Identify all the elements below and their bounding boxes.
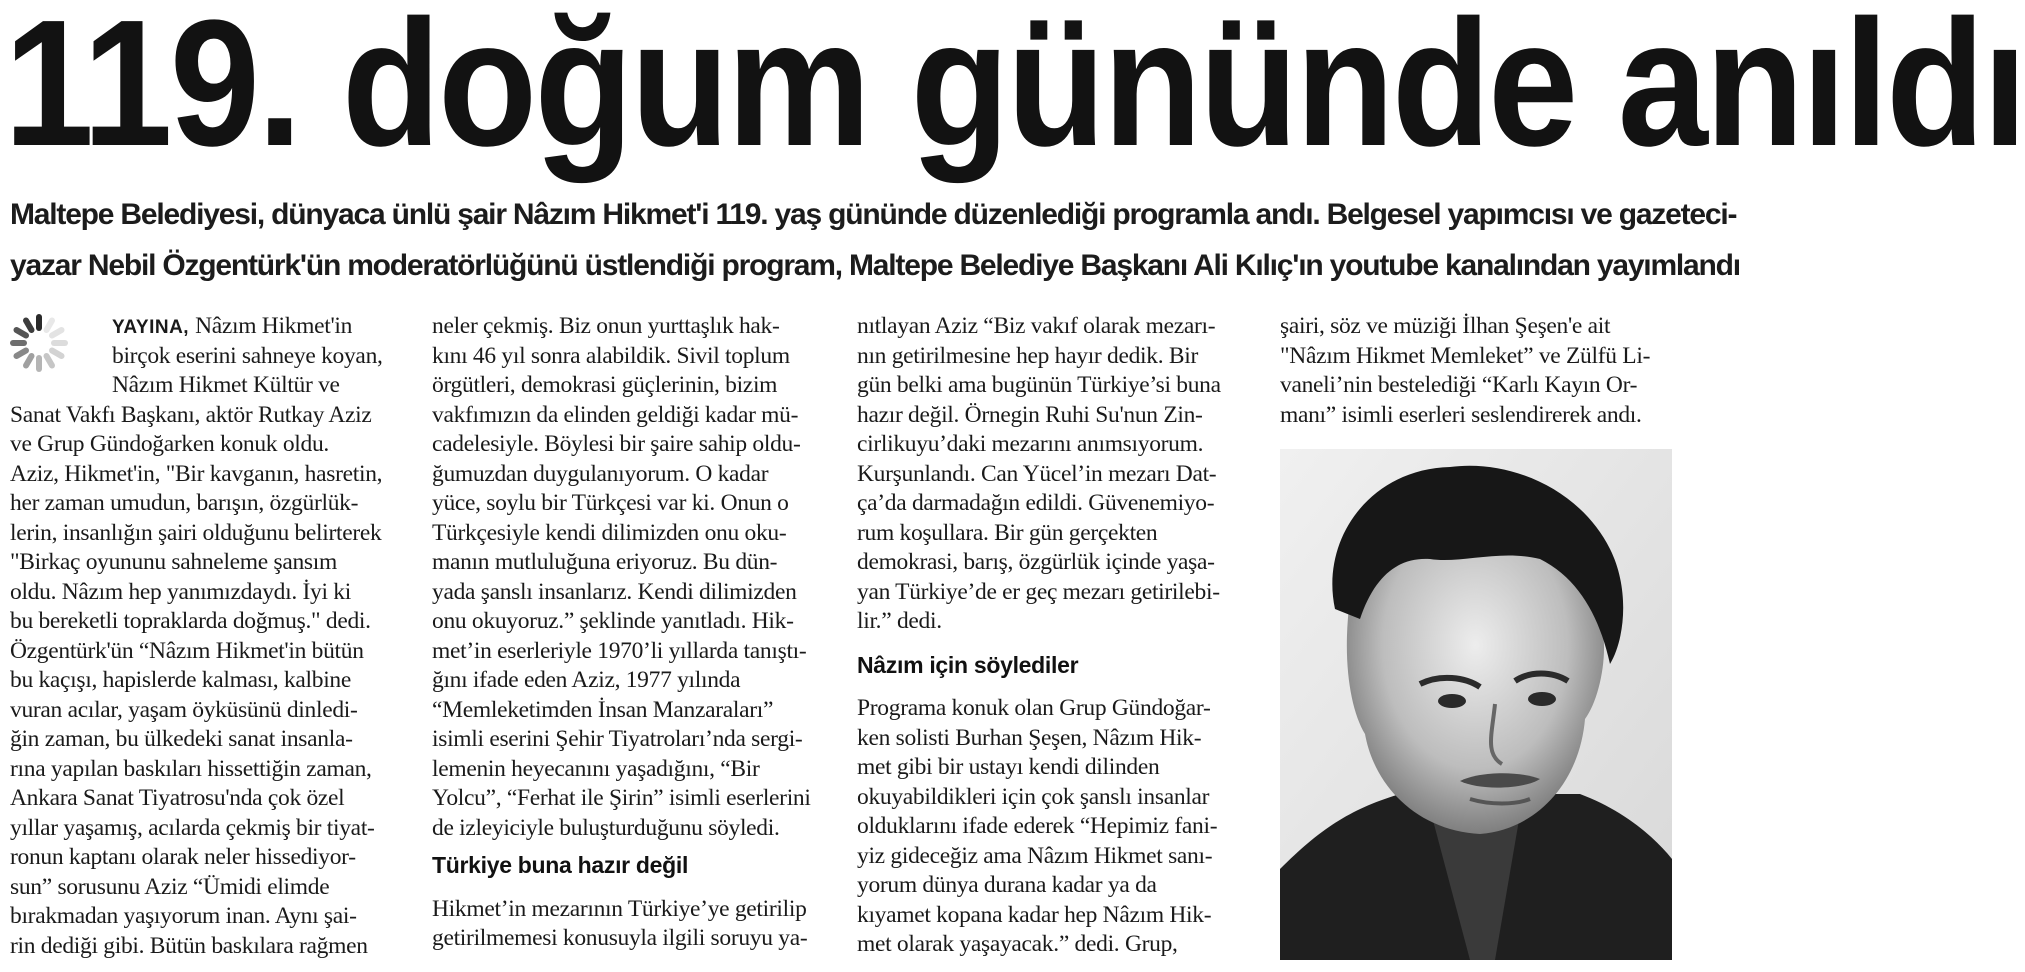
article-line: ve Grup Gündoğarken konuk oldu. — [10, 431, 329, 457]
article-line: getirilmemesi konusuyla ilgili soruyu ya- — [432, 925, 808, 951]
article-line: met olarak yaşayacak.” dedi. Grup, — [857, 931, 1178, 957]
article-line: örgütleri, demokrasi güçlerinin, bizim — [432, 372, 778, 398]
article-line: ğumuzdan duygulanıyorum. O kadar — [432, 460, 769, 487]
article-line: ğını ifade eden Aziz, 1977 yılında — [432, 667, 741, 693]
portrait-photo — [1280, 449, 1672, 960]
article-line: "Nâzım Hikmet Memleket” ve Zülfü Li- — [1280, 342, 1651, 369]
article-line: lemenin heyecanını yaşadığını, “Bir — [432, 755, 760, 782]
article-line: vakfımızın da elinden geldiği kadar mü- — [432, 401, 799, 428]
article-line: Nâzım Hikmet Kültür ve — [112, 372, 340, 398]
article-line: ronun kaptanı olarak neler hissediyor- — [10, 844, 356, 870]
article-line: vuran acılar, yaşam öyküsünü dinledi- — [10, 696, 358, 723]
article-line: demokrasi, barış, özgürlük içinde yaşa- — [857, 549, 1215, 575]
article-line: rına yapılan baskıları hissettiğin zaman, — [10, 755, 372, 782]
article-line: onu okuyoruz.” şeklinde yanıtladı. Hik- — [432, 608, 794, 634]
article-line: “Memleketimden İnsan Manzaraları” — [432, 696, 774, 723]
article-line: şairi, söz ve müziği İlhan Şeşen'e ait — [1280, 313, 1611, 339]
article-line: Ankara Sanat Tiyatrosu'nda çok özel — [10, 785, 345, 811]
article-line: de izleyiciyle buluşturduğunu söyledi. — [432, 814, 780, 841]
article-line: gün belki ama bugünün Türkiye’si buna — [857, 372, 1221, 398]
article-line: yiz gideceğiz ama Nâzım Hikmet sanı- — [857, 842, 1213, 869]
article-line: neler çekmiş. Biz onun yurttaşlık hak- — [432, 313, 780, 339]
article-line — [10, 312, 400, 342]
deck-line: yazar Nebil Özgentürk'ün moderatörlüğünü üstlendiği program, Maltepe Belediye Başkanı Ali Kılıç'ın youtube kanalından yayımlandı — [10, 249, 1740, 282]
article-line: bu bereketli topraklarda doğmuş." dedi. — [10, 608, 371, 634]
article-line: yüce, soylu bir Türkçesi var ki. Onun o — [432, 490, 789, 516]
article-line: "Birkaç oyununu sahneleme şansım — [10, 549, 337, 575]
article-line: Kurşunlandı. Can Yücel’in mezarı Dat- — [857, 460, 1217, 487]
article-line: Sanat Vakfı Başkanı, aktör Rutkay Aziz — [10, 401, 372, 428]
article-line: Hikmet’in mezarının Türkiye’ye getirilip — [432, 895, 807, 922]
article-line: lir.” dedi. — [857, 608, 942, 634]
article-line: bu kaçışı, hapislerde kalması, kalbine — [10, 667, 351, 693]
article-line: sun” sorusunu Aziz “Ümidi elimde — [10, 873, 330, 900]
article-line: nıtlayan Aziz “Biz vakıf olarak mezarı- — [857, 313, 1216, 339]
article-line: ça’da darmadağın edildi. Güvenemiyo- — [857, 490, 1215, 516]
article-column-2 — [432, 312, 822, 954]
article-line: Aziz, Hikmet'in, "Bir kavganın, hasretin, — [10, 460, 383, 487]
article-line: ken solisti Burhan Şeşen, Nâzım Hik- — [857, 724, 1202, 751]
article-line: her zaman umudun, barışın, özgürlük- — [10, 490, 359, 516]
subheading: Türkiye buna hazır değil — [432, 852, 689, 878]
article-line: bırakmadan yaşıyorum inan. Aynı şai- — [10, 903, 357, 929]
article-column-3 — [857, 312, 1247, 960]
article-line: met’in eserleriyle 1970’li yıllarda tanıştı- — [432, 637, 807, 664]
article-line: Programa konuk olan Grup Gündoğar- — [857, 695, 1211, 721]
article-line: olduklarını ifade ederek “Hepimiz fani- — [857, 813, 1218, 839]
article-line: Özgentürk'ün “Nâzım Hikmet'in bütün — [10, 637, 364, 664]
article-line: oldu. Nâzım hep yanımızdaydı. İyi ki — [10, 578, 351, 605]
article-line: cadelesiyle. Böylesi bir şaire sahip oldu- — [432, 431, 801, 457]
article-line: rum koşullara. Bir gün gerçekten — [857, 519, 1158, 546]
article-line: okuyabildikleri için çok şanslı insanlar — [857, 783, 1210, 810]
headline: 119. doğum gününde anıldı — [4, 0, 2025, 184]
article-line: kını 46 yıl sonra alabildik. Sivil toplum — [432, 342, 790, 369]
article-line: kıyamet kopana kadar hep Nâzım Hik- — [857, 901, 1212, 928]
deck — [10, 189, 1740, 291]
article-line: yada şanslı insanlarız. Kendi dilimizden — [432, 578, 797, 605]
article-line: ğin zaman, bu ülkedeki sanat insanla- — [10, 726, 353, 752]
article-column-4 — [1280, 312, 1665, 430]
kicker: YAYINA, — [112, 317, 190, 338]
article-line: manın mutluluğuna eriyoruz. Bu dün- — [432, 549, 778, 575]
article-line: Yolcu”, “Ferhat ile Şirin” isimli eserlerini — [432, 785, 811, 811]
article-line: lerin, insanlığın şairi olduğunu belirterek — [10, 519, 382, 546]
deck-line: Maltepe Belediyesi, dünyaca ünlü şair Nâzım Hikmet'i 119. yaş gününde düzenlediği programla andı. Belgesel yapımcısı ve gazeteci- — [10, 198, 1737, 231]
article-line: yorum dünya durana kadar ya da — [857, 872, 1157, 898]
article-line: manı” isimli eserleri seslendirerek andı. — [1280, 401, 1642, 428]
article-line: birçok eserini sahneye koyan, — [112, 342, 383, 369]
article-line: yıllar yaşamış, acılarda çekmiş bir tiyat- — [10, 814, 375, 841]
subheading: Nâzım için söylediler — [857, 651, 1079, 678]
article-line: Türkçesiyle kendi dilimizden onu oku- — [432, 519, 787, 546]
article-line-text: Nâzım Hikmet'in — [195, 313, 353, 339]
article-line: isimli eserini Şehir Tiyatroları’nda sergi- — [432, 726, 803, 752]
article-line: rin dediği gibi. Bütün baskılara rağmen — [10, 932, 368, 959]
article-column-1 — [10, 312, 400, 961]
article-line: nın getirilmesine hep hayır dedik. Bir — [857, 342, 1199, 369]
article-line: vaneli’nin bestelediği “Karlı Kayın Or- — [1280, 372, 1638, 398]
article-line: hazır değil. Örnegin Ruhi Su'nun Zin- — [857, 401, 1203, 428]
article-line: met gibi bir ustayı kendi dilinden — [857, 754, 1160, 780]
article-line: cirlikuyu’daki mezarını anımsıyorum. — [857, 431, 1204, 457]
article-line: yan Türkiye’de er geç mezarı getirilebi- — [857, 578, 1220, 605]
